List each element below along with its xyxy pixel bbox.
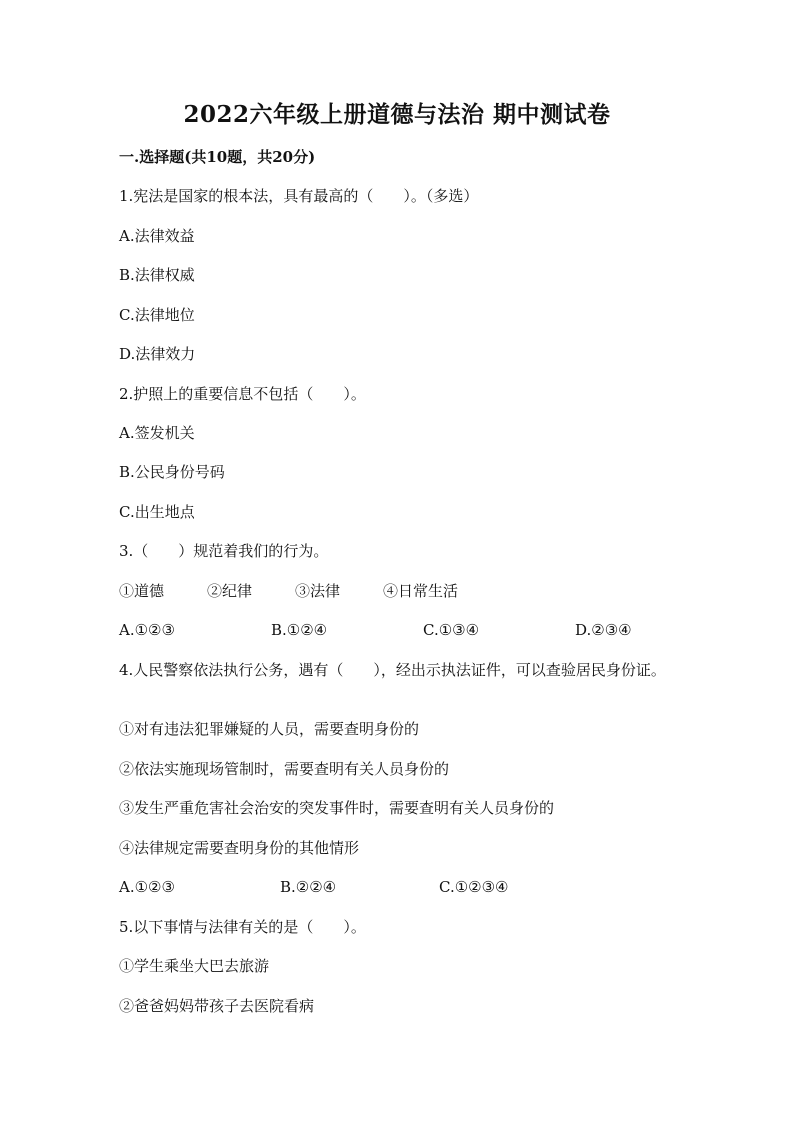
section-heading: 一.选择题(共10题，共20分) (119, 148, 316, 166)
question-3-stem: 3.（ ）规范着我们的行为。 (119, 542, 329, 560)
question-1-option-d: D.法律效力 (119, 345, 196, 363)
question-4-option-c: C.①②③④ (439, 878, 509, 896)
question-3-option-d: D.②③④ (575, 621, 632, 639)
question-4-stem: 4.人民警察依法执行公务，遇有（ ），经出示执法证件，可以查验居民身份证。 (119, 661, 666, 679)
page-title: 2022六年级上册道德与法治 期中测试卷 (183, 101, 611, 128)
question-1-option-c: C.法律地位 (119, 306, 195, 324)
question-3-item-4: ④日常生活 (383, 582, 459, 600)
question-1-option-a: A.法律效益 (119, 227, 195, 245)
question-3-item-2: ②纪律 (207, 582, 253, 600)
question-5-item-2: ②爸爸妈妈带孩子去医院看病 (119, 997, 315, 1015)
question-3-option-a: A.①②③ (119, 621, 175, 639)
question-3-item-1: ①道德 (119, 582, 165, 600)
question-4-item-3: ③发生严重危害社会治安的突发事件时，需要查明有关人员身份的 (119, 799, 555, 817)
question-1-stem: 1.宪法是国家的根本法，具有最高的（ ）。（多选） (119, 187, 479, 205)
question-4-option-a: A.①②③ (119, 878, 175, 896)
question-2-option-c: C.出生地点 (119, 503, 195, 521)
question-3-option-b: B.①②④ (271, 621, 328, 639)
question-4-item-2: ②依法实施现场管制时，需要查明有关人员身份的 (119, 760, 450, 778)
question-5-item-1: ①学生乘坐大巴去旅游 (119, 957, 270, 975)
question-4-item-1: ①对有违法犯罪嫌疑的人员，需要查明身份的 (119, 720, 420, 738)
question-5-stem: 5.以下事情与法律有关的是（ ）。 (119, 918, 366, 936)
question-2-option-b: B.公民身份号码 (119, 463, 225, 481)
question-4-item-4: ④法律规定需要查明身份的其他情形 (119, 839, 360, 857)
question-2-stem: 2.护照上的重要信息不包括（ ）。 (119, 385, 366, 403)
question-3-item-3: ③法律 (295, 582, 341, 600)
question-3-option-c: C.①③④ (423, 621, 480, 639)
question-4-option-b: B.②②④ (280, 878, 337, 896)
question-2-option-a: A.签发机关 (119, 424, 195, 442)
question-1-option-b: B.法律权威 (119, 266, 195, 284)
